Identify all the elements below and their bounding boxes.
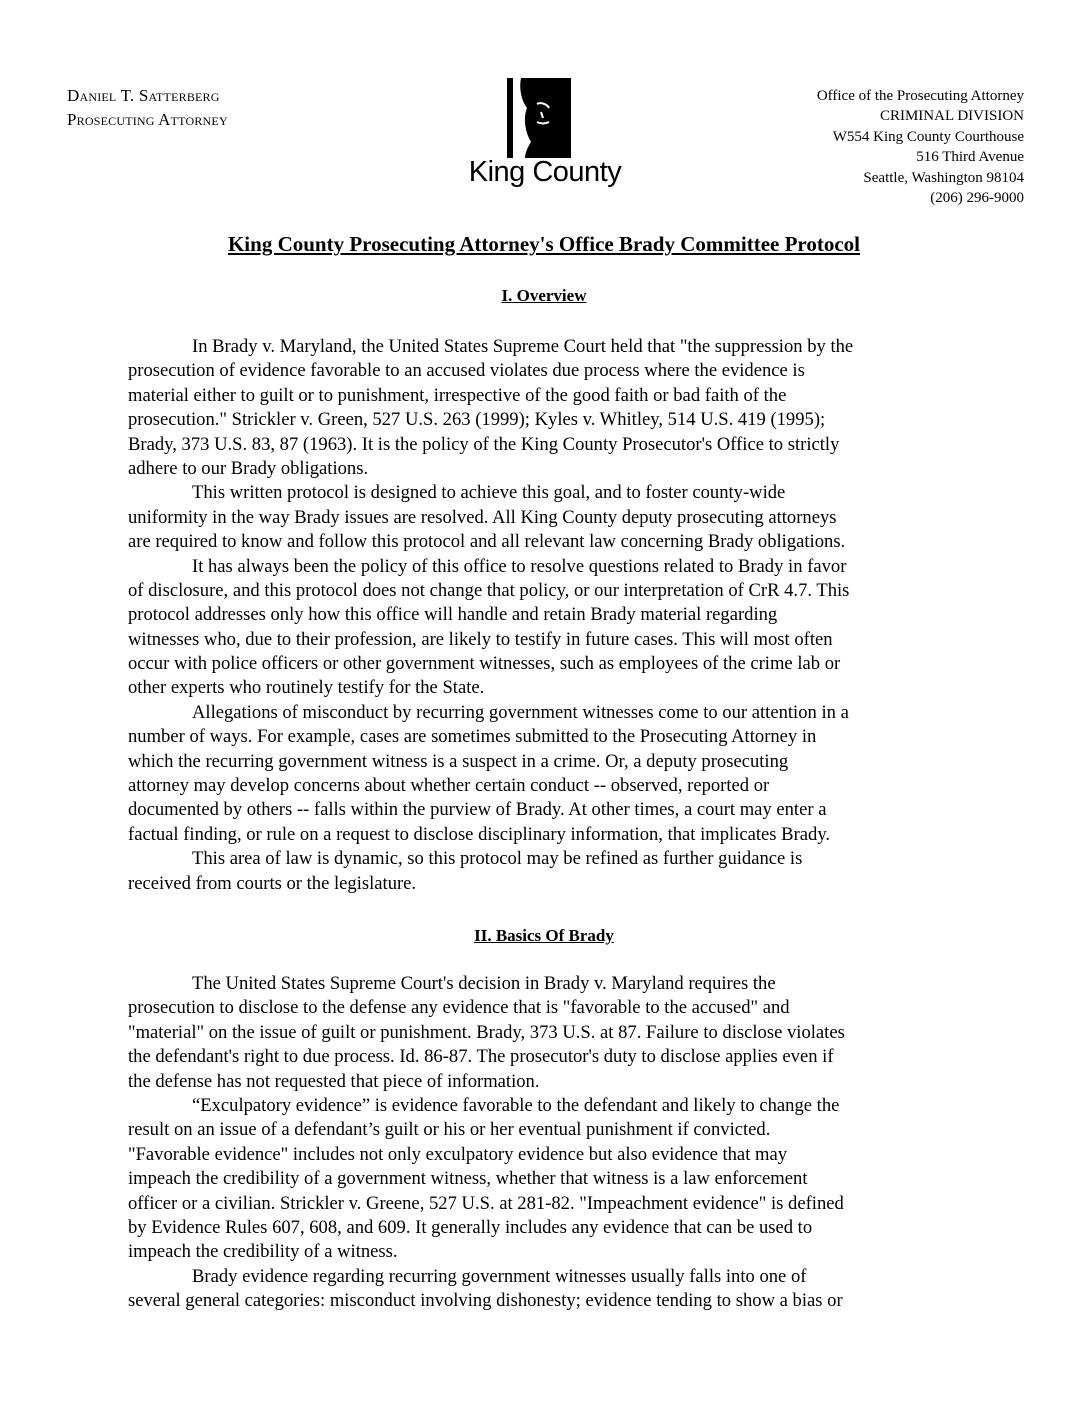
text-line: This written protocol is designed to achieve this goal, and to foster county-wide [192, 482, 786, 504]
text-line: attorney may develop concerns about whether certain conduct -- observed, reported or [128, 775, 770, 797]
text-line: Brady evidence regarding recurring government witnesses usually falls into one of [192, 1265, 807, 1287]
text-line: "material" on the issue of guilt or punishment. Brady, 373 U.S. at 87. Failure to disclose violates [128, 1021, 845, 1043]
text-line: "Favorable evidence" includes not only exculpatory evidence but also evidence that may [128, 1143, 788, 1165]
text-line: “Exculpatory evidence” is evidence favorable to the defendant and likely to change the [192, 1094, 840, 1116]
address-line-1: W554 King County Courthouse [832, 128, 1024, 145]
text-line: other experts who routinely testify for the State. [128, 677, 485, 699]
text-line: prosecution of evidence favorable to an accused violates due process where the evidence is [128, 360, 805, 382]
text-line: witnesses who, due to their profession, are likely to testify in future cases. This will most often [128, 628, 833, 650]
text-line: Allegations of misconduct by recurring government witnesses come to our attention in a [192, 701, 849, 723]
section-heading-overview: I. Overview [501, 286, 587, 305]
text-line: impeach the credibility of a government witness, whether that witness is a law enforcement [128, 1168, 808, 1190]
address-city: Seattle, Washington 98104 [863, 169, 1024, 186]
prosecutor-name-block [67, 84, 228, 132]
text-line: several general categories: misconduct involving dishonesty; evidence tending to show a bias or [128, 1290, 843, 1312]
text-line: adhere to our Brady obligations. [128, 457, 369, 479]
text-line: of disclosure, and this protocol does not change that policy, or our interpretation of CrR 4.7. This [128, 579, 850, 601]
text-line: occur with police officers or other government witnesses, such as employees of the crime lab or [128, 653, 841, 675]
text-line: It has always been the policy of this office to resolve questions related to Brady in favor [192, 555, 847, 577]
king-county-logo [455, 78, 635, 198]
text-line: which the recurring government witness is a suspect in a crime. Or, a deputy prosecuting [128, 750, 789, 772]
phone-number: (206) 296-9000 [930, 190, 1024, 207]
address-line-2: 516 Third Avenue [916, 149, 1024, 166]
logo-text: King County [468, 156, 622, 188]
document-title: King County Prosecuting Attorney's Office Brady Committee Protocol [227, 232, 861, 256]
section-body-basics [128, 972, 968, 1313]
text-line: result on an issue of a defendant’s guilt or his or her eventual punishment if convicted. [128, 1119, 771, 1141]
text-line: officer or a civilian. Strickler v. Greene, 527 U.S. at 281-82. "Impeachment evidence" is defined [128, 1192, 844, 1214]
section-body-overview [128, 335, 968, 896]
text-line: received from courts or the legislature. [128, 872, 417, 894]
text-line: The United States Supreme Court's decision in Brady v. Maryland requires the [192, 973, 776, 994]
text-line: material either to guilt or to punishment, irrespective of the good faith or bad faith of the [128, 384, 787, 406]
text-line: number of ways. For example, cases are sometimes submitted to the Prosecuting Attorney in [128, 726, 817, 748]
text-line: the defense has not requested that piece of information. [128, 1070, 540, 1092]
text-line: Brady, 373 U.S. 83, 87 (1963). It is the policy of the King County Prosecutor's Office to strictly [128, 433, 840, 455]
text-line: prosecution." Strickler v. Green, 527 U.S. 263 (1999); Kyles v. Whitley, 514 U.S. 419 (1995); [128, 409, 826, 431]
section-heading-basics: II. Basics Of Brady [474, 926, 614, 945]
text-line: In Brady v. Maryland, the United States Supreme Court held that "the suppression by the [192, 336, 854, 357]
king-county-logo-icon [507, 78, 571, 158]
text-line: prosecution to disclose to the defense any evidence that is "favorable to the accused" and [128, 997, 790, 1019]
office-name: Office of the Prosecuting Attorney [816, 88, 1024, 104]
text-line: This area of law is dynamic, so this protocol may be refined as further guidance is [192, 848, 803, 870]
text-line: protocol addresses only how this office will handle and retain Brady material regarding [128, 604, 778, 626]
prosecutor-title: Prosecuting Attorney [67, 110, 228, 129]
division-name: CRIMINAL DIVISION [879, 108, 1024, 125]
text-line: impeach the credibility of a witness. [128, 1241, 398, 1263]
text-line: the defendant's right to due process. Id. 86-87. The prosecutor's duty to disclose applies even if [128, 1046, 834, 1068]
text-line: by Evidence Rules 607, 608, and 609. It generally includes any evidence that can be used to [128, 1216, 813, 1238]
office-address-block [817, 86, 1024, 208]
text-line: factual finding, or rule on a request to disclose disciplinary information, that implicates Brady. [128, 823, 831, 845]
prosecutor-name: Daniel T. Satterberg [67, 86, 220, 105]
text-line: uniformity in the way Brady issues are resolved. All King County deputy prosecuting attorneys [128, 506, 837, 528]
text-line: documented by others -- falls within the purview of Brady. At other times, a court may enter a [128, 799, 827, 821]
text-line: are required to know and follow this protocol and all relevant law concerning Brady obligations. [128, 531, 846, 553]
